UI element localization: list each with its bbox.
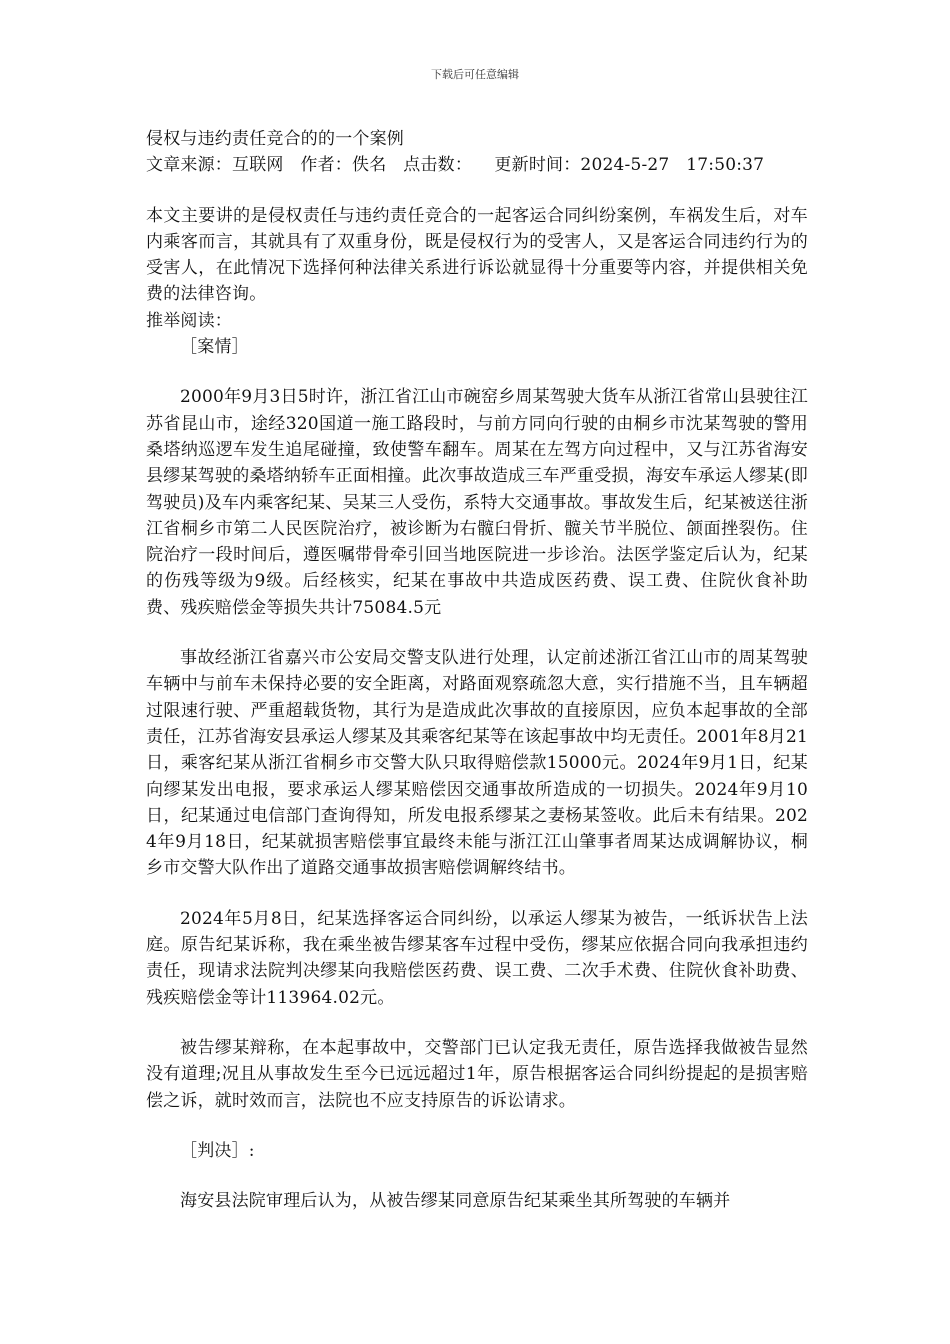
article-meta: 文章来源：互联网 作者：佚名 点击数： 更新时间：2024-5-27 17:50:37 <box>146 155 765 176</box>
article-summary: 本文主要讲的是侵权责任与违约责任竞合的一起客运合同纠纷案例，车祸发生后，对车内乘客而言，其就具有了双重身份，既是侵权行为的受害人，又是客运合同违约行为的受害人，在此情况下选择何种法律关系进行诉讼就显得十分重要等内容，并提供相关免费的法律咨询。 <box>146 205 808 305</box>
watermark-text: 下载后可任意编辑 <box>431 68 519 81</box>
judgment-heading: ［判决］: <box>180 1140 255 1161</box>
recommend-label: 推举阅读： <box>146 310 232 331</box>
judgment-paragraph: 海安县法院审理后认为，从被告缪某同意原告纪某乘坐其所驾驶的车辆并 <box>180 1191 731 1212</box>
case-heading: ［案情］ <box>180 337 249 358</box>
case-paragraph-2: 事故经浙江省嘉兴市公安局交警支队进行处理，认定前述浙江省江山市的周某驾驶车辆中与前车未保持必要的安全距离，对路面观察疏忽大意，实行措施不当，且车辆超过限速行驶、严重超载货物，其行为是造成此次事故的直接原因，应负本起事故的全部责任，江苏省海安县承运人缪某及其乘客纪某等在该起事故中均无责任。2001年8月21日，乘客纪某从浙江省桐乡市交警大队只取得赔偿款15000元。2024年9月1日，纪某向缪某发出电报，要求承运人缪某赔偿因交通事故所造成的一切损失。2024年9月10日，纪某通过电信部门查询得知，所发电报系缪某之妻杨某签收。此后未有结果。2024年9月18日，纪某就损害赔偿事宜最终未能与浙江江山肇事者周某达成调解协议，桐乡市交警大队作出了道路交通事故损害赔偿调解终结书。 <box>146 648 808 879</box>
case-paragraph-1: 2000年9月3日5时许，浙江省江山市碗窑乡周某驾驶大货车从浙江省常山县驶往江苏省昆山市，途经320国道一施工路段时，与前方同向行驶的由桐乡市沈某驾驶的警用桑塔纳巡逻车发生追尾碰撞，致使警车翻车。周某在左驾方向过程中，又与江苏省海安县缪某驾驶的桑塔纳轿车正面相撞。此次事故造成三车严重受损，海安车承运人缪某(即驾驶员)及车内乘客纪某、吴某三人受伤，系特大交通事故。事故发生后，纪某被送往浙江省桐乡市第二人民医院治疗，被诊断为右髋臼骨折、髋关节半脱位、颌面挫裂伤。住院治疗一段时间后，遵医嘱带骨牵引回当地医院进一步诊治。法医学鉴定后认为，纪某的伤残等级为9级。后经核实，纪某在事故中共造成医药费、误工费、住院伙食补助费、残疾赔偿金等损失共计75084.5元 <box>146 387 808 618</box>
article-body <box>146 126 808 1214</box>
case-paragraph-4: 被告缪某辩称，在本起事故中，交警部门已认定我无责任，原告选择我做被告显然没有道理;况且从事故发生至今已远远超过1年，原告根据客运合同纠纷提起的是损害赔偿之诉，就时效而言，法院也不应支持原告的诉讼请求。 <box>146 1037 808 1111</box>
article-title: 侵权与违约责任竞合的的一个案例 <box>146 129 404 149</box>
case-paragraph-3: 2024年5月8日，纪某选择客运合同纠纷，以承运人缪某为被告，一纸诉状告上法庭。原告纪某诉称，我在乘坐被告缪某客车过程中受伤，缪某应依据合同向我承担违约责任，现请求法院判决缪某向我赔偿医药费、误工费、二次手术费、住院伙食补助费、残疾赔偿金等计113964.02元。 <box>146 908 808 1008</box>
